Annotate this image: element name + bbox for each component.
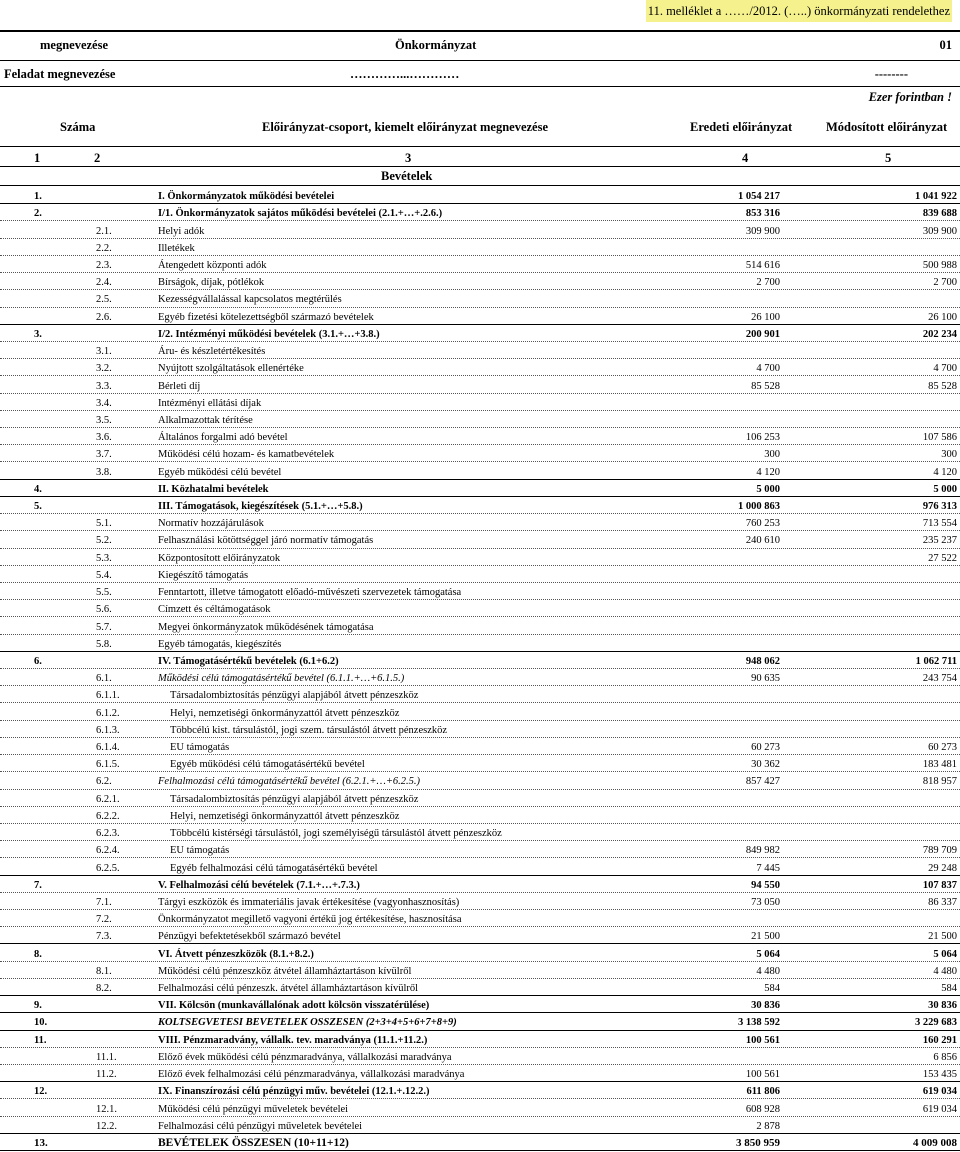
row-title: Bérleti díj [158, 380, 201, 392]
decree-reference-note: 11. melléklet a ……/2012. (…..) önkormányzati rendelethez [646, 0, 952, 22]
row-number: 10. [34, 1017, 48, 1029]
table-row [0, 1012, 960, 1029]
megnevezes-label: megnevezése [40, 38, 109, 52]
row-code: 2.6. [96, 311, 112, 323]
table-row [0, 892, 960, 909]
table-row [0, 255, 960, 272]
table-row [0, 203, 960, 220]
row-code: 6.2.5. [96, 862, 120, 874]
row-code: 6.1.5. [96, 759, 120, 771]
table-row [0, 789, 960, 806]
row-code: 6.1.3. [96, 724, 120, 736]
eredeti-value: 300 [764, 449, 780, 461]
header-rule-2 [0, 86, 960, 87]
unit-row [0, 90, 960, 108]
row-title: Pénzügyi befektetésekből származó bevétel [158, 931, 341, 943]
row-code: 5.6. [96, 604, 112, 616]
table-row [0, 1098, 960, 1115]
table-row [0, 461, 960, 478]
eredeti-value: 760 253 [745, 518, 780, 530]
row-title: I/2. Intézményi működési bevételek (3.1.+…+3.8.) [158, 328, 380, 340]
megnevezes-value: Önkormányzat [395, 38, 477, 52]
row-title: III. Támogatások, kiegészítések (5.1.+…+5.8.) [158, 501, 363, 513]
row-title: Egyéb támogatás, kiegészítés [158, 638, 282, 650]
row-title: VI. Átvett pénzeszközök (8.1.+8.2.) [158, 948, 314, 960]
row-code: 7.3. [96, 931, 112, 943]
row-code: 3.6. [96, 432, 112, 444]
row-title: Helyi, nemzetiségi önkormányzattól átvett pénzeszköz [170, 810, 400, 822]
row-number: 6. [34, 655, 42, 667]
section-title-row [0, 169, 960, 185]
row-title: Működési célú pénzügyi műveletek bevételei [158, 1103, 349, 1115]
eredeti-value: 3 138 592 [738, 1017, 780, 1029]
table-row [0, 513, 960, 530]
modositott-value: 85 528 [928, 380, 957, 392]
row-title: Felhasználási kötöttséggel járó normatív támogatás [158, 535, 374, 547]
header-row-megnevezes [0, 38, 960, 58]
table-row [0, 875, 960, 892]
eredeti-value: 2 878 [756, 1120, 780, 1132]
table-row [0, 737, 960, 754]
row-code: 3.8. [96, 466, 112, 478]
table-row [0, 358, 960, 375]
row-code: 3.1. [96, 346, 112, 358]
row-title: Normatív hozzájárulások [158, 518, 264, 530]
table-row [0, 375, 960, 392]
row-code: 12.2. [96, 1120, 117, 1132]
row-title: Egyéb felhalmozási célú támogatásértékű bevétel [170, 862, 378, 874]
eredeti-value: 4 700 [756, 363, 780, 375]
row-title: Fenntartott, illetve támogatott előadó-művészeti szervezetek támogatása [158, 587, 462, 599]
modositott-value: 107 586 [922, 432, 957, 444]
eredeti-value: 100 561 [745, 1034, 780, 1046]
modositott-value: 1 041 922 [915, 191, 957, 203]
row-title: Társadalombiztosítás pénzügyi alapjából átvett pénzeszköz [170, 793, 419, 805]
table-row [0, 324, 960, 341]
row-title: IX. Finanszírozási célú pénzügyi műv. bevételei (12.1.+.12.2.) [158, 1086, 430, 1098]
eredeti-value: 849 982 [745, 845, 780, 857]
modositott-value: 619 034 [922, 1086, 957, 1098]
table-row [0, 720, 960, 737]
table-row [0, 702, 960, 719]
modositott-value: 5 064 [933, 948, 957, 960]
eredeti-value: 4 480 [756, 965, 780, 977]
row-number: 13. [34, 1136, 48, 1149]
table-row [0, 771, 960, 788]
row-title: Általános forgalmi adó bevétel [158, 432, 288, 444]
table-row [0, 1064, 960, 1081]
eredeti-value: 73 050 [751, 896, 780, 908]
modositott-value: 976 313 [922, 501, 957, 513]
table-row [0, 823, 960, 840]
eredeti-value: 85 528 [751, 380, 780, 392]
modositott-value: 619 034 [922, 1103, 957, 1115]
row-title: Megyei önkormányzatok működésének támogatása [158, 621, 374, 633]
eredeti-value: 948 062 [745, 655, 780, 667]
row-number: 3. [34, 328, 42, 340]
row-title: Felhalmozási célú pénzügyi műveletek bevételei [158, 1120, 363, 1132]
eredeti-value: 106 253 [745, 432, 780, 444]
modositott-value: 202 234 [922, 328, 957, 340]
row-code: 3.2. [96, 363, 112, 375]
row-title: IV. Támogatásértékű bevételek (6.1+6.2) [158, 655, 339, 667]
header-rule-1 [0, 60, 960, 61]
modositott-value: 29 248 [928, 862, 957, 874]
modositott-value: 500 988 [922, 260, 957, 272]
eredeti-value: 100 561 [745, 1069, 780, 1081]
section-title: Bevételek [381, 169, 433, 183]
row-title: Áru- és készletértékesítés [158, 346, 266, 358]
modositott-value: 3 229 683 [915, 1017, 957, 1029]
row-number: 9. [34, 1000, 42, 1012]
row-code: 6.1.1. [96, 690, 120, 702]
row-title: Többcélú kist. társulástól, jogi szem. társulástól átvett pénzeszköz [170, 724, 448, 736]
eredeti-value: 4 120 [756, 466, 780, 478]
table-row [0, 668, 960, 685]
column-number-row [0, 151, 960, 167]
row-title: Illetékek [158, 242, 195, 254]
table-row [0, 307, 960, 324]
table-row [0, 272, 960, 289]
row-code: 7.2. [96, 914, 112, 926]
row-code: 6.2.2. [96, 810, 120, 822]
col-header-name: Előirányzat-csoport, kiemelt előirányzat megnevezése [262, 120, 549, 134]
modositott-value: 160 291 [922, 1034, 957, 1046]
row-code: 6.2.4. [96, 845, 120, 857]
row-title: Egyéb fizetési kötelezettségből származó bevételek [158, 311, 374, 323]
col-number-2: 2 [94, 151, 101, 165]
row-code: 6.2. [96, 776, 112, 788]
table-row [0, 926, 960, 943]
eredeti-value: 240 610 [745, 535, 780, 547]
modositott-value: 4 700 [933, 363, 957, 375]
row-code: 2.2. [96, 242, 112, 254]
row-code: 5.3. [96, 552, 112, 564]
row-code: 6.2.3. [96, 828, 120, 840]
eredeti-value: 30 362 [751, 759, 780, 771]
row-code: 5.2. [96, 535, 112, 547]
modositott-value: 839 688 [922, 208, 957, 220]
row-code: 7.1. [96, 896, 112, 908]
row-title: Működési célú pénzeszköz átvétel államháztartáson kívülről [158, 965, 412, 977]
table-row [0, 685, 960, 702]
table-row [0, 444, 960, 461]
row-title: Bírságok, díjak, pótlékok [158, 277, 265, 289]
row-code: 2.1. [96, 225, 112, 237]
row-code: 2.4. [96, 277, 112, 289]
row-code: 2.3. [96, 260, 112, 272]
modositott-value: 4 009 008 [913, 1136, 957, 1149]
modositott-value: 27 522 [928, 552, 957, 564]
row-title: Átengedett központi adók [158, 260, 267, 272]
modositott-value: 183 481 [922, 759, 957, 771]
table-row [0, 978, 960, 995]
row-code: 2.5. [96, 294, 112, 306]
modositott-value: 1 062 711 [915, 655, 957, 667]
col-header-szama: Száma [60, 120, 96, 134]
row-number: 11. [34, 1034, 47, 1046]
table-row [0, 393, 960, 410]
col-header-modositott: Módosított előirányzat [826, 120, 948, 134]
row-code: 6.1.4. [96, 742, 120, 754]
eredeti-value: 26 100 [751, 311, 780, 323]
row-number: 2. [34, 208, 42, 220]
row-number: 4. [34, 483, 42, 495]
table-row [0, 479, 960, 496]
row-code: 5.8. [96, 638, 112, 650]
row-code: 12.1. [96, 1103, 117, 1115]
modositott-value: 60 273 [928, 742, 957, 754]
eredeti-value: 30 836 [751, 1000, 780, 1012]
table-row [0, 1081, 960, 1098]
eredeti-value: 5 000 [756, 483, 780, 495]
modositott-value: 243 754 [922, 673, 957, 685]
row-title: Előző évek működési célú pénzmaradványa, vállalkozási maradványa [158, 1051, 452, 1063]
table-row [0, 289, 960, 306]
eredeti-value: 200 901 [745, 328, 780, 340]
row-title: Előző évek felhalmozási célú pénzmaradványa, vállalkozási maradványa [158, 1069, 465, 1081]
modositott-value: 86 337 [928, 896, 957, 908]
row-code: 3.4. [96, 397, 112, 409]
table-row [0, 616, 960, 633]
table-row [0, 1116, 960, 1133]
modositott-value: 21 500 [928, 931, 957, 943]
column-header-row [0, 120, 960, 140]
header-rule-3 [0, 146, 960, 147]
eredeti-value: 611 806 [746, 1086, 780, 1098]
col-number-1: 1 [34, 151, 41, 165]
row-title: Felhalmozási célú támogatásértékű bevétel (6.2.1.+…+6.2.5.) [158, 776, 421, 788]
modositott-value: 300 [941, 449, 957, 461]
eredeti-value: 5 064 [756, 948, 780, 960]
row-code: 5.1. [96, 518, 112, 530]
row-code: 6.1.2. [96, 707, 120, 719]
row-title: Egyéb működési célú támogatásértékű bevétel [170, 759, 365, 771]
eredeti-value: 7 445 [756, 862, 780, 874]
eredeti-value: 94 550 [751, 879, 780, 891]
eredeti-value: 1 000 863 [738, 501, 780, 513]
row-number: 8. [34, 948, 42, 960]
modositott-value: 789 709 [922, 845, 957, 857]
col-number-5: 5 [885, 151, 892, 165]
row-title: Többcélú kistérségi társulástól, jogi személyiségű társulástól átvett pénzeszköz [170, 828, 502, 840]
table-row [0, 943, 960, 960]
table-row [0, 634, 960, 651]
megnevezes-code: 01 [939, 38, 952, 52]
table-row [0, 238, 960, 255]
modositott-value: 713 554 [922, 518, 957, 530]
row-code: 11.1. [96, 1051, 117, 1063]
row-number: 5. [34, 501, 42, 513]
modositott-value: 818 957 [922, 776, 957, 788]
col-number-4: 4 [742, 151, 749, 165]
row-title: Tárgyi eszközök és immateriális javak értékesítése (vagyonhasznosítás) [158, 896, 460, 908]
row-title: Központosított előirányzatok [158, 552, 281, 564]
col-number-3: 3 [405, 151, 412, 165]
row-title: VIII. Pénzmaradvány, vállalk. tev. maradványa (11.1.+11.2.) [158, 1034, 428, 1046]
row-title: BEVÉTELEK ÖSSZESEN (10+11+12) [158, 1136, 349, 1149]
table-row [0, 1030, 960, 1047]
unit-label: Ezer forintban ! [868, 90, 952, 104]
row-title: Egyéb működési célú bevétel [158, 466, 282, 478]
row-code: 5.4. [96, 569, 112, 581]
table-row [0, 548, 960, 565]
eredeti-value: 608 928 [745, 1103, 780, 1115]
row-title: Helyi, nemzetiségi önkormányzattól átvett pénzeszköz [170, 707, 400, 719]
row-title: II. Közhatalmi bevételek [158, 483, 269, 495]
table-row [0, 220, 960, 237]
row-code: 11.2. [96, 1069, 117, 1081]
table-row [0, 496, 960, 513]
row-title: Felhalmozási célú pénzeszk. átvétel államháztartáson kívülről [158, 983, 419, 995]
table-row [0, 909, 960, 926]
table-row [0, 754, 960, 771]
row-code: 6.1. [96, 673, 112, 685]
row-code: 5.7. [96, 621, 112, 633]
row-title: VII. Kölcsön (munkavállalónak adott kölcsön visszatérülése) [158, 1000, 430, 1012]
eredeti-value: 584 [764, 983, 780, 995]
header-top-rule [0, 30, 960, 32]
header-row-feladat [0, 67, 960, 85]
row-title: Kiegészítő támogatás [158, 569, 249, 581]
eredeti-value: 90 635 [751, 673, 780, 685]
row-code: 3.5. [96, 414, 112, 426]
table-row [0, 651, 960, 668]
row-code: 8.1. [96, 965, 112, 977]
modositott-value: 4 120 [933, 466, 957, 478]
eredeti-value: 309 900 [745, 225, 780, 237]
table-row [0, 961, 960, 978]
table-row [0, 599, 960, 616]
row-code: 6.2.1. [96, 793, 120, 805]
row-code: 5.5. [96, 587, 112, 599]
eredeti-value: 514 616 [745, 260, 780, 272]
eredeti-value: 21 500 [751, 931, 780, 943]
row-number: 12. [34, 1086, 48, 1098]
feladat-code: -------- [874, 67, 908, 81]
row-title: Címzett és céltámogatások [158, 604, 271, 616]
table-row [0, 806, 960, 823]
col-header-eredeti: Eredeti előirányzat [690, 120, 793, 134]
row-title: EU támogatás [170, 845, 230, 857]
modositott-value: 26 100 [928, 311, 957, 323]
row-title: I/1. Önkormányzatok sajátos működési bevételei (2.1.+…+.2.6.) [158, 208, 443, 220]
header-rule-4 [0, 166, 960, 167]
table-row [0, 565, 960, 582]
row-title: Helyi adók [158, 225, 205, 237]
eredeti-value: 857 427 [745, 776, 780, 788]
feladat-value: …………...………… [350, 67, 460, 81]
row-code: 8.2. [96, 983, 112, 995]
row-title: Társadalombiztosítás pénzügyi alapjából átvett pénzeszköz [170, 690, 419, 702]
table-row [0, 840, 960, 857]
row-title: Működési célú hozam- és kamatbevételek [158, 449, 335, 461]
table-row [0, 186, 960, 203]
row-code: 3.3. [96, 380, 112, 392]
eredeti-value: 3 850 959 [736, 1136, 780, 1149]
eredeti-value: 853 316 [745, 208, 780, 220]
row-title: I. Önkormányzatok működési bevételei [158, 191, 335, 203]
table-row [0, 341, 960, 358]
table-row [0, 410, 960, 427]
row-code: 3.7. [96, 449, 112, 461]
modositott-value: 309 900 [922, 225, 957, 237]
table-row [0, 582, 960, 599]
modositott-value: 2 700 [933, 277, 957, 289]
modositott-value: 4 480 [933, 965, 957, 977]
modositott-value: 6 856 [933, 1051, 957, 1063]
row-title: KOLTSEGVETESI BEVETELEK OSSZESEN (2+3+4+5+6+7+8+9) [158, 1017, 457, 1029]
eredeti-value: 60 273 [751, 742, 780, 754]
modositott-value: 5 000 [933, 483, 957, 495]
row-title: V. Felhalmozási célú bevételek (7.1.+…+.7.3.) [158, 879, 360, 891]
row-separator [0, 1150, 960, 1151]
row-title: Nyújtott szolgáltatások ellenértéke [158, 363, 304, 375]
table-row [0, 1047, 960, 1064]
modositott-value: 30 836 [928, 1000, 957, 1012]
row-title: Alkalmazottak térítése [158, 414, 253, 426]
table-row [0, 857, 960, 874]
table-row [0, 427, 960, 444]
modositott-value: 107 837 [922, 879, 957, 891]
table-row [0, 1133, 960, 1150]
modositott-value: 153 435 [922, 1069, 957, 1081]
feladat-label: Feladat megnevezése [4, 67, 116, 81]
row-title: Működési célú támogatásértékű bevétel (6.1.1.+…+6.1.5.) [158, 673, 405, 685]
modositott-value: 584 [941, 983, 957, 995]
row-number: 1. [34, 191, 42, 203]
row-title: EU támogatás [170, 742, 230, 754]
row-number: 7. [34, 879, 42, 891]
row-title: Intézményi ellátási díjak [158, 397, 262, 409]
table-row [0, 995, 960, 1012]
row-title: Kezességvállalással kapcsolatos megtérülés [158, 294, 342, 306]
row-title: Önkormányzatot megillető vagyoni értékű jog értékesítése, hasznosítása [158, 914, 462, 926]
table-row [0, 530, 960, 547]
eredeti-value: 1 054 217 [738, 191, 780, 203]
modositott-value: 235 237 [922, 535, 957, 547]
eredeti-value: 2 700 [756, 277, 780, 289]
